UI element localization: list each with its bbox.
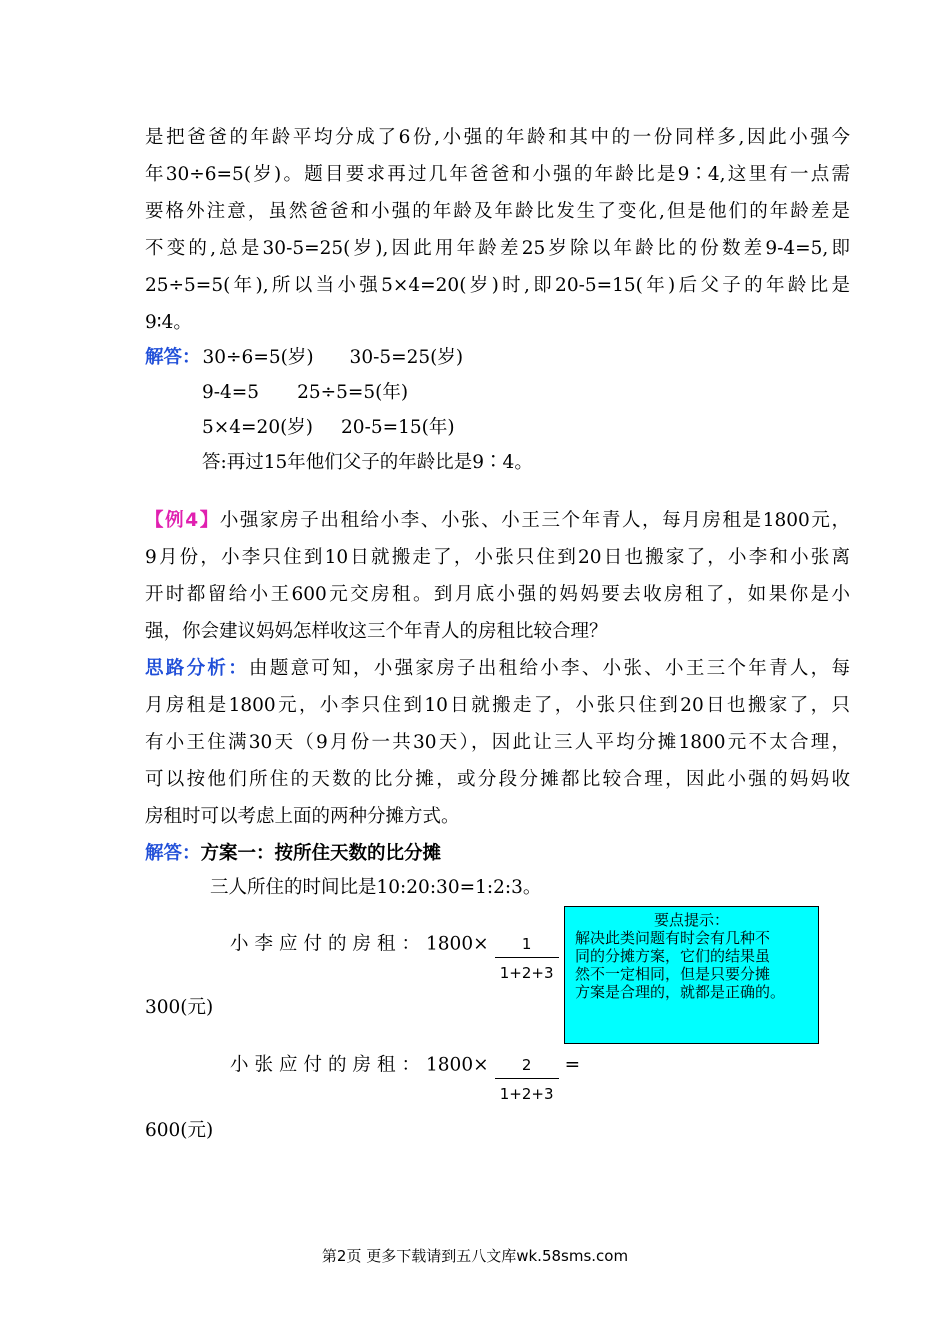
analysis-text: 房租时可以考虑上面的两种分摊方式。 [145,806,460,827]
analysis-line: 是把爸爸的年龄平均分成了6份,小强的年龄和其中的一份同样多,因此小强今 [145,127,850,148]
analysis-line: 9∶4。 [145,312,192,333]
analysis-line: 不变的,总是30-5=25(岁),因此用年龄差25岁除以年龄比的份数差9-4=5,即 [145,238,850,259]
tip-line: 解决此类问题有时会有几种不 [575,929,771,947]
fraction-denominator: 1+2+3 [499,1085,554,1103]
analysis-text: 可以按他们所住的天数的比分摊，或分段分摊都比较合理，因此小强的妈妈收 [145,769,850,790]
li-rent-fraction [495,935,559,982]
page-footer: 第2页 更多下载请到五八文库wk.58sms.com [321,1247,629,1265]
zhang-rent-amount: 1800× [426,1054,489,1076]
li-rent-amount: 1800× [426,933,489,955]
fraction-numerator: 2 [495,1056,559,1079]
analysis-text: 由题意可知，小强家房子出租给小李、小张、小王三个年青人，每 [249,658,850,679]
tip-line: 然不一定相同，但是只要分摊 [575,965,771,983]
answer-step: 5×4=20(岁) [202,417,314,438]
analysis-text: 月房租是1800元，小李只住到10日就搬走了，小张只住到20日也搬家了，只 [145,695,850,716]
tip-line: 同的分摊方案，它们的结果虽 [575,947,771,965]
zhang-rent-fraction [495,1056,559,1103]
ratio-statement: 三人所住的时间比是10:20:30=1:2:3。 [210,877,542,898]
fraction-denominator: 1+2+3 [499,964,554,982]
example-text: 强，你会建议妈妈怎样收这三个年青人的房租比较合理？ [145,621,608,642]
analysis-line: 要格外注意，虽然爸爸和小强的年龄及年龄比发生了变化,但是他们的年龄差是 [145,201,850,222]
plan-title: 方案一：按所住天数的比分摊 [200,843,442,864]
example-text: 开时都留给小王600元交房租。到月底小强的妈妈要去收房租了，如果你是小 [145,584,850,605]
example-text: 9月份，小李只住到10日就搬走了，小张只住到20日也搬家了，小李和小张离 [145,547,850,568]
zhang-rent-result: 600(元) [145,1120,214,1141]
answer-step: 30-5=25(岁) [349,347,464,368]
tip-title: 要点提示： [653,911,729,929]
zhang-rent-label: 小张应付的房租： [230,1054,427,1076]
example-tag: 【例4】 [145,510,220,531]
analysis-text: 有小王住满30天（9月份一共30天），因此让三人平均分摊1800元不太合理， [145,732,850,753]
answer-step: 9-4=5 [202,382,260,403]
zhang-rent-equation [230,1042,850,1103]
answer-step: 20-5=15(年) [341,417,455,438]
answer-conclusion: 答:再过15年他们父子的年龄比是9∶4。 [202,452,533,473]
equals-sign: = [564,1054,581,1076]
fraction-numerator: 1 [495,935,559,958]
analysis-label: 思路分析： [145,658,250,679]
answer-label: 解答： [145,843,201,864]
answer-label: 解答： [145,347,201,368]
tip-box [564,906,819,1044]
li-rent-result: 300(元) [145,997,214,1018]
answer-step: 25÷5=5(年) [297,382,409,403]
analysis-line: 25÷5=5(年),所以当小强5×4=20(岁)时,即20-5=15(年)后父子的年龄比是 [145,275,850,296]
example-text: 小强家房子出租给小李、小张、小王三个年青人，每月房租是1800元， [219,510,850,531]
analysis-line: 年30÷6=5(岁)。题目要求再过几年爸爸和小强的年龄比是9∶4,这里有一点需 [145,164,850,185]
tip-line: 方案是合理的，就都是正确的。 [575,983,786,1001]
li-rent-label: 小李应付的房租： [230,933,427,955]
answer-step: 30÷6=5(岁) [202,347,314,368]
